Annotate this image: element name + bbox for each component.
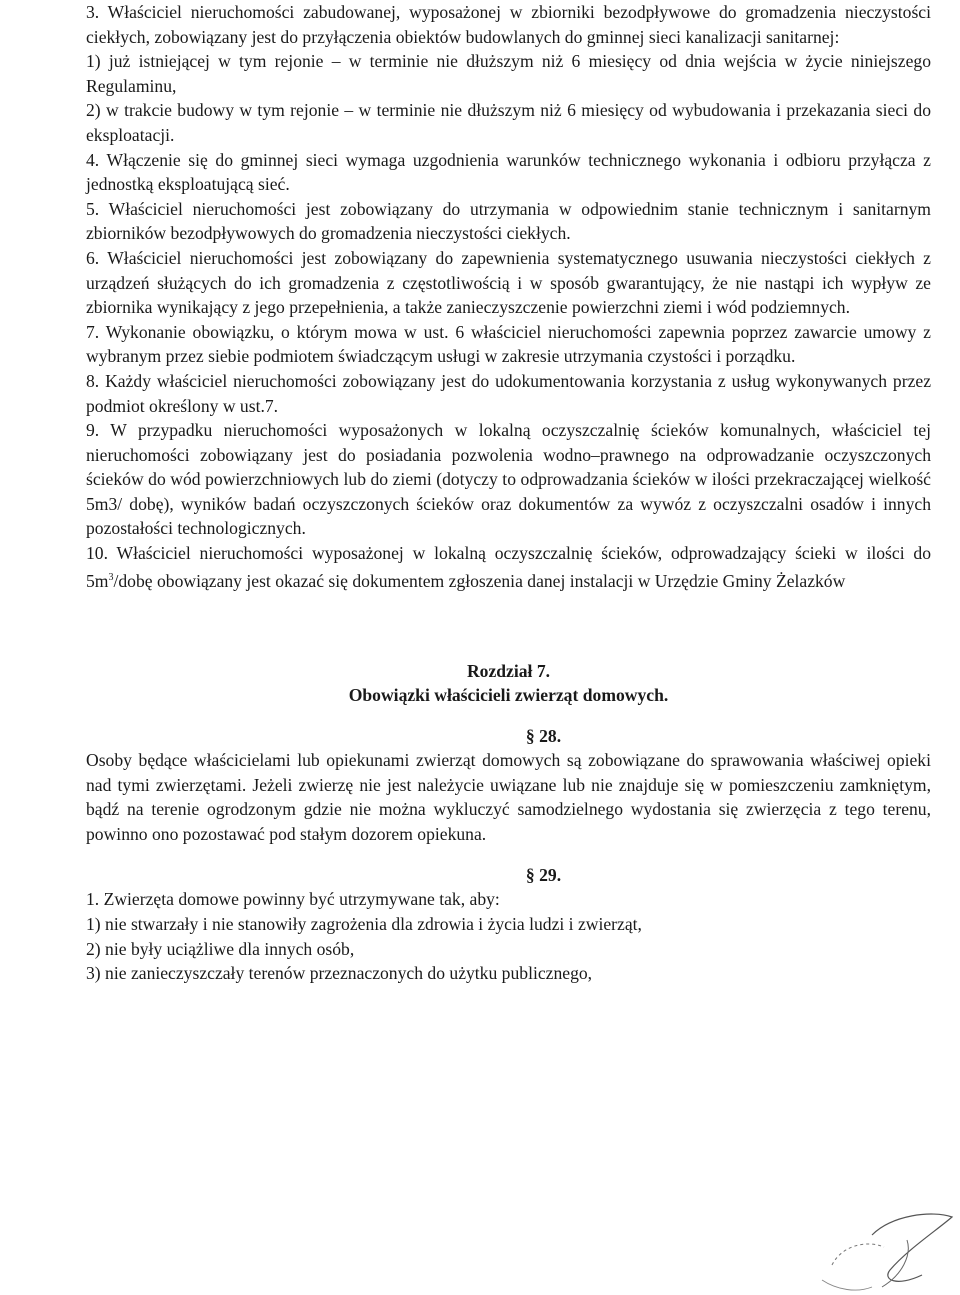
paragraph-9: 9. W przypadku nieruchomości wyposażonych w lokalną oczyszczalnię ścieków komunalnych, właściciel tej nieruchomości zobowiązany jest do posiadania pozwolenia wodno–prawnego na odprowadzanie oczyszczonych ścieków do wód powierzchniowych lub do ziemi (dotyczy to odprowadzania ścieków w ilości przekraczającej wielkość 5m3/ dobę), wyników badań oczyszczonych ścieków oraz dokumentów za wywóz z oczyszczalni osadów i innych pozostałości technologicznych. bbox=[86, 420, 931, 539]
paragraph-10 bbox=[86, 541, 931, 593]
document-page bbox=[86, 0, 931, 986]
paragraph-4: 4. Włączenie się do gminnej sieci wymaga uzgodnienia warunków technicznego wykonania i odbioru przyłącza z jednostką eksploatującą sieć. bbox=[86, 149, 931, 195]
chapter-title: Obowiązki właścicieli zwierząt domowych. bbox=[348, 685, 669, 706]
paragraph-29-1-item-1: 1) nie stwarzały i nie stanowiły zagrożenia dla zdrowia i życia ludzi i zwierząt, bbox=[86, 914, 642, 935]
paragraph-7: 7. Wykonanie obowiązku, o którym mowa w ust. 6 właściciel nieruchomości zapewnia poprzez zawarcie umowy z wybranym przez siebie podmiotem świadczącym usługi w zakresie utrzymania czystości i porządku. bbox=[86, 321, 931, 367]
paragraph-29-1-item-2: 2) nie były uciążliwe dla innych osób, bbox=[86, 938, 355, 959]
signature-icon bbox=[812, 1195, 960, 1295]
paragraph-3-item-1: 1) już istniejącej w tym rejonie – w terminie nie dłuższym niż 6 miesięcy od dnia wejścia w życie niniejszego Regulaminu, bbox=[86, 51, 931, 96]
paragraph-6: 6. Właściciel nieruchomości jest zobowiązany do zapewnienia systematycznego usuwania nieczystości ciekłych z urządzeń służących do ich gromadzenia z częstotliwością i w sposób gwarantujący, że nie nastąpi ich wypływ ze zbiornika wynikający z jego przepełnienia, a także zanieczyszczenie powierzchni ziemi i wód podziemnych. bbox=[86, 247, 931, 318]
paragraph-10-text-b: /dobę obowiązany jest okazać się dokumentem zgłoszenia danej instalacji w Urzędzie Gminy Żelazków bbox=[113, 570, 846, 591]
paragraph-10-text-a: 10. Właściciel nieruchomości wyposażonej w lokalną oczyszczalnię ścieków, odprowadzający ścieki w ilości do 5m bbox=[86, 543, 931, 591]
paragraph-8: 8. Każdy właściciel nieruchomości zobowiązany jest do udokumentowania korzystania z usług wykonywanych przez podmiot określony w ust.7. bbox=[86, 370, 931, 416]
section-sign-28: § 28. bbox=[525, 726, 562, 747]
paragraph-29-1: 1. Zwierzęta domowe powinny być utrzymywane tak, aby: bbox=[86, 889, 500, 910]
section-sign-29: § 29. bbox=[525, 865, 562, 886]
paragraph-29-1-item-3: 3) nie zanieczyszczały terenów przeznaczonych do użytku publicznego, bbox=[86, 963, 593, 984]
chapter-number: Rozdział 7. bbox=[466, 661, 551, 682]
paragraph-10-superscript: 3 bbox=[108, 571, 114, 583]
paragraph-3-item-2: 2) w trakcie budowy w tym rejonie – w terminie nie dłuższym niż 6 miesięcy od wybudowania i przekazania sieci do eksploatacji. bbox=[86, 100, 931, 145]
paragraph-28-text: Osoby będące właścicielami lub opiekunami zwierząt domowych są zobowiązane do sprawowania właściwej opieki nad tymi zwierzętami. Jeżeli zwierzę nie jest należycie uwiązane lub nie znajduje się w pomieszczeniu zamkniętym, bądź na terenie ogrodzonym gdzie nie można wykluczyć samodzielnego wydostania się zwierzęcia z tego terenu, powinno ono pozostawać pod stałym dozorem opiekuna. bbox=[86, 750, 931, 844]
paragraph-3: 3. Właściciel nieruchomości zabudowanej, wyposażonej w zbiorniki bezodpływowe do gromadzenia nieczystości ciekłych, zobowiązany jest do przyłączenia obiektów budowlanych do gminnej sieci kanalizacji sanitarnej: bbox=[86, 2, 931, 47]
paragraph-5: 5. Właściciel nieruchomości jest zobowiązany do utrzymania w odpowiednim stanie technicznym i sanitarnym zbiorników bezodpływowych do gromadzenia nieczystości ciekłych. bbox=[86, 198, 931, 244]
